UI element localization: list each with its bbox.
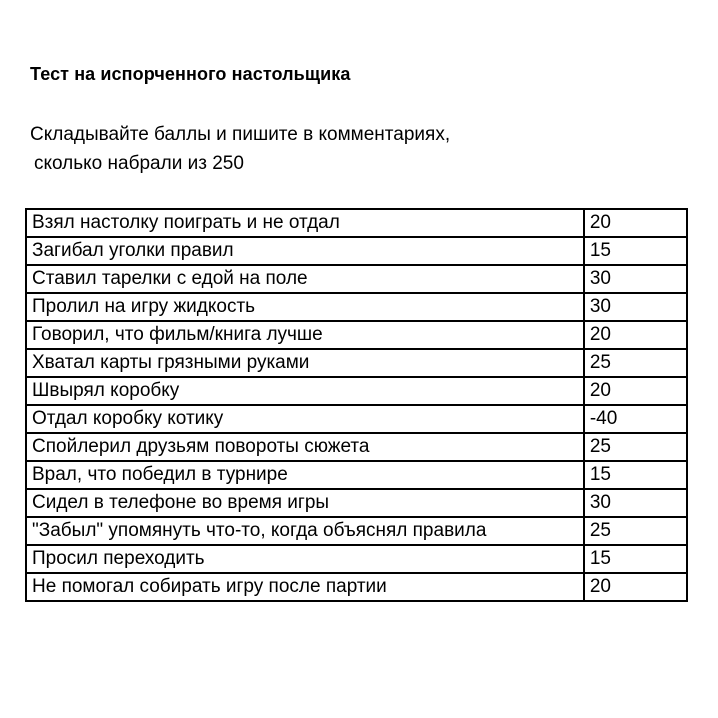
table-row <box>26 461 687 489</box>
table-row <box>26 265 687 293</box>
action-cell: Говорил, что фильм/книга лучше <box>26 321 584 349</box>
points-cell: 30 <box>584 489 687 517</box>
action-cell: Загибал уголки правил <box>26 237 584 265</box>
table-row <box>26 405 687 433</box>
quiz-table <box>25 208 688 602</box>
instructions-line-1: Складывайте баллы и пишите в комментариях, <box>30 124 451 145</box>
table-row <box>26 293 687 321</box>
points-cell: 15 <box>584 461 687 489</box>
action-cell: Спойлерил друзьям повороты сюжета <box>26 433 584 461</box>
action-cell: Просил переходить <box>26 545 584 573</box>
table-row <box>26 433 687 461</box>
points-cell: 20 <box>584 377 687 405</box>
table-row <box>26 573 687 601</box>
points-cell: 15 <box>584 237 687 265</box>
action-cell: Хватал карты грязными руками <box>26 349 584 377</box>
points-cell: 30 <box>584 265 687 293</box>
action-cell: Пролил на игру жидкость <box>26 293 584 321</box>
action-cell: Не помогал собирать игру после партии <box>26 573 584 601</box>
action-cell: Отдал коробку котику <box>26 405 584 433</box>
action-cell: Ставил тарелки с едой на поле <box>26 265 584 293</box>
table-row <box>26 321 687 349</box>
table-row <box>26 377 687 405</box>
points-cell: 20 <box>584 209 687 237</box>
page-title: Тест на испорченного настольщика <box>30 64 351 84</box>
table-row <box>26 209 687 237</box>
table-row <box>26 517 687 545</box>
points-cell: 20 <box>584 573 687 601</box>
action-cell: Взял настолку поиграть и не отдал <box>26 209 584 237</box>
action-cell: Врал, что победил в турнире <box>26 461 584 489</box>
points-cell: 25 <box>584 433 687 461</box>
table-row <box>26 349 687 377</box>
table-row <box>26 545 687 573</box>
action-cell: Швырял коробку <box>26 377 584 405</box>
points-cell: 15 <box>584 545 687 573</box>
table-row <box>26 237 687 265</box>
action-cell: "Забыл" упомянуть что-то, когда объяснял правила <box>26 517 584 545</box>
points-cell: 25 <box>584 349 687 377</box>
points-cell: 25 <box>584 517 687 545</box>
instructions-line-2: сколько набрали из 250 <box>34 153 244 174</box>
points-cell: -40 <box>584 405 687 433</box>
table-row <box>26 489 687 517</box>
points-cell: 30 <box>584 293 687 321</box>
action-cell: Сидел в телефоне во время игры <box>26 489 584 517</box>
points-cell: 20 <box>584 321 687 349</box>
